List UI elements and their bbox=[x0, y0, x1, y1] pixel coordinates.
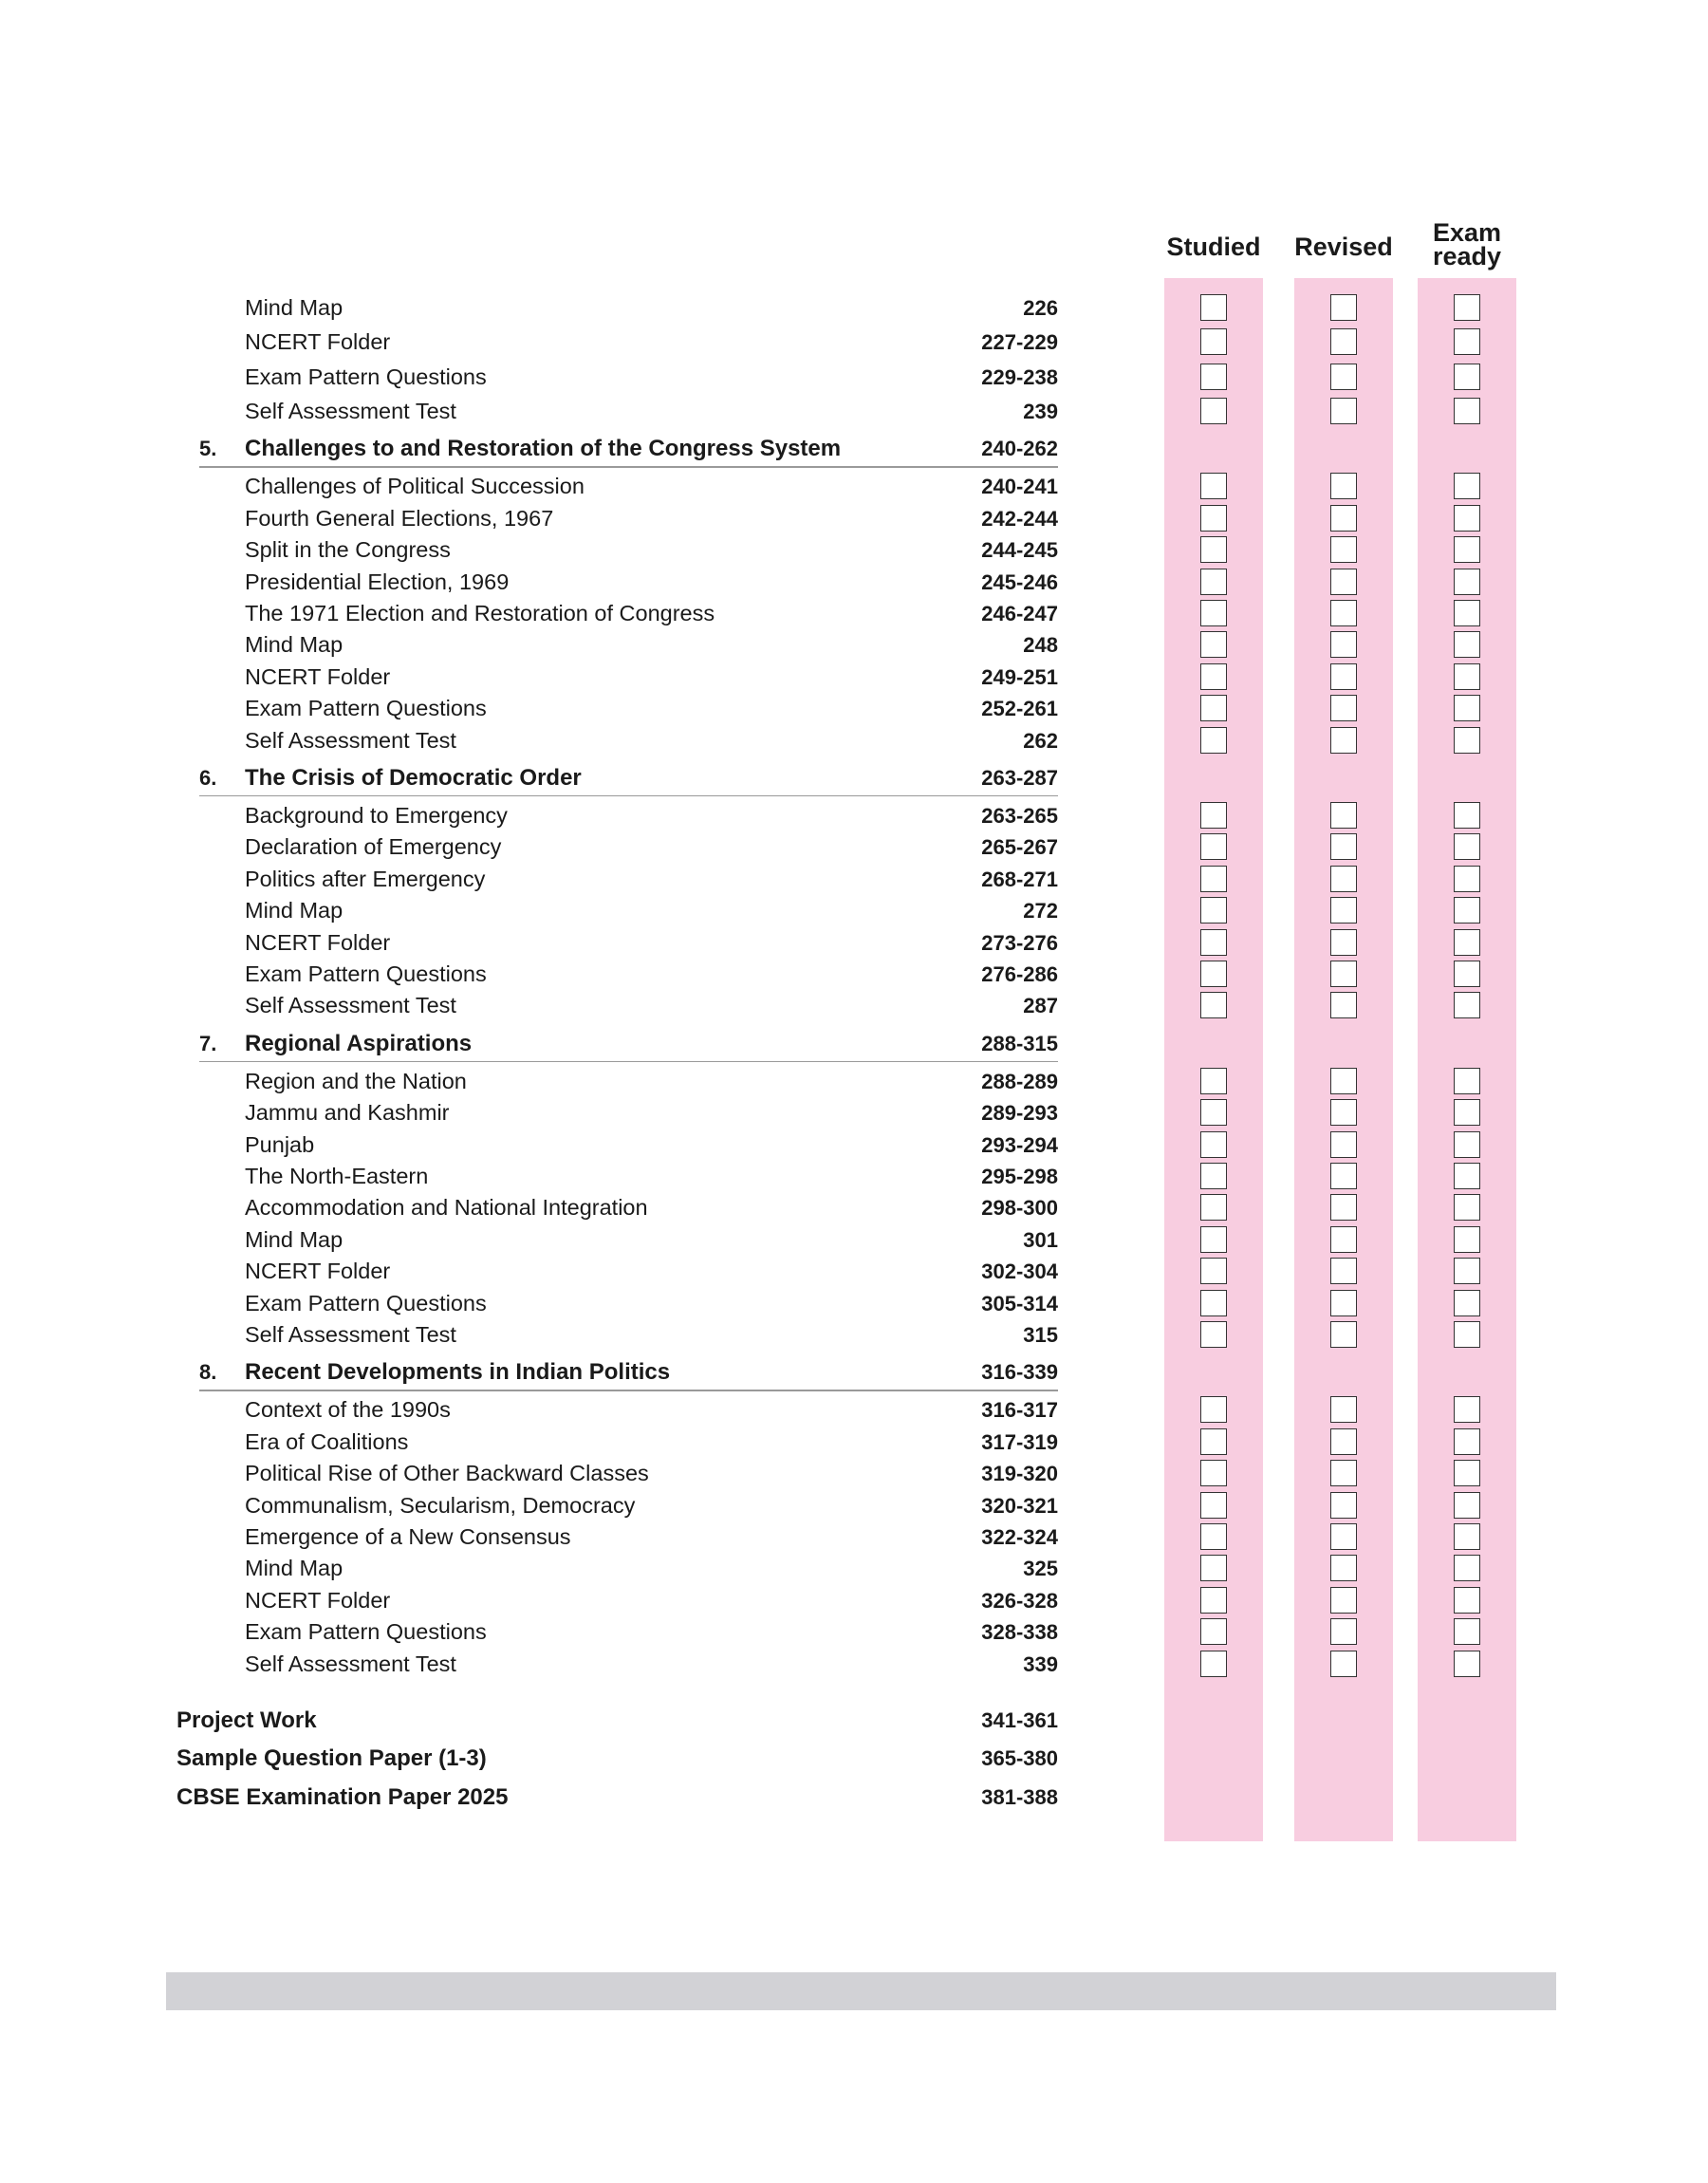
studied-checkbox[interactable] bbox=[1200, 833, 1227, 860]
entry-title: Emergence of a New Consensus bbox=[245, 1523, 571, 1549]
entry-title: Mind Map bbox=[245, 1556, 343, 1581]
entry-title: Presidential Election, 1969 bbox=[245, 569, 510, 594]
exam-ready-checkbox[interactable] bbox=[1454, 505, 1480, 532]
section-row bbox=[0, 1743, 1708, 1774]
topic-row bbox=[0, 503, 1708, 534]
chapter-number: 5. bbox=[199, 437, 217, 461]
topic-row bbox=[0, 959, 1708, 990]
entry-title: Self Assessment Test bbox=[245, 993, 456, 1018]
entry-title: Accommodation and National Integration bbox=[245, 1195, 648, 1221]
studied-column-header bbox=[1148, 235, 1279, 259]
studied-checkbox[interactable] bbox=[1200, 473, 1227, 499]
entry-title: Background to Emergency bbox=[245, 802, 508, 828]
chapter-row bbox=[0, 433, 1708, 464]
studied-checkbox[interactable] bbox=[1200, 1321, 1227, 1348]
studied-header-label: Studied bbox=[1166, 233, 1261, 261]
topic-row bbox=[0, 1256, 1708, 1287]
chapter-row bbox=[0, 1356, 1708, 1388]
exam-ready-checkbox[interactable] bbox=[1454, 1396, 1480, 1423]
revised-checkbox[interactable] bbox=[1330, 600, 1357, 626]
footer-band bbox=[166, 1972, 1556, 2010]
revised-checkbox[interactable] bbox=[1330, 1651, 1357, 1677]
section-row bbox=[0, 1782, 1708, 1813]
studied-checkbox[interactable] bbox=[1200, 929, 1227, 956]
revised-checkbox[interactable] bbox=[1330, 802, 1357, 829]
chapter-title: Regional Aspirations bbox=[245, 1030, 473, 1056]
exam-ready-checkbox[interactable] bbox=[1454, 1068, 1480, 1094]
entry-title: Exam Pattern Questions bbox=[245, 1290, 487, 1315]
exam-ready-checkbox[interactable] bbox=[1454, 473, 1480, 499]
revised-checkbox[interactable] bbox=[1330, 398, 1357, 424]
topic-row bbox=[0, 990, 1708, 1021]
studied-checkbox[interactable] bbox=[1200, 1396, 1227, 1423]
page-range: 319-320 bbox=[981, 1462, 1058, 1486]
topic-row bbox=[0, 1553, 1708, 1584]
page-range: 240-241 bbox=[981, 475, 1058, 499]
entry-title: The 1971 Election and Restoration of Congress bbox=[245, 600, 715, 625]
revised-header-label: Revised bbox=[1294, 233, 1393, 261]
page-range: 242-244 bbox=[981, 506, 1058, 531]
page-range: 262 bbox=[1023, 728, 1058, 753]
revised-checkbox[interactable] bbox=[1330, 1492, 1357, 1519]
exam-ready-checkbox[interactable] bbox=[1454, 600, 1480, 626]
exam-ready-checkbox[interactable] bbox=[1454, 1460, 1480, 1486]
topic-row bbox=[0, 1192, 1708, 1223]
revised-checkbox[interactable] bbox=[1330, 1068, 1357, 1094]
revised-checkbox[interactable] bbox=[1330, 929, 1357, 956]
revised-checkbox[interactable] bbox=[1330, 364, 1357, 390]
topic-row bbox=[0, 1097, 1708, 1129]
studied-checkbox[interactable] bbox=[1200, 1226, 1227, 1253]
topic-row bbox=[0, 831, 1708, 863]
entry-title: Exam Pattern Questions bbox=[245, 961, 487, 986]
exam-ready-checkbox[interactable] bbox=[1454, 1618, 1480, 1645]
exam-ready-checkbox[interactable] bbox=[1454, 1163, 1480, 1189]
exam-ready-checkbox[interactable] bbox=[1454, 1587, 1480, 1614]
topic-row bbox=[0, 927, 1708, 959]
page-range: 326-328 bbox=[981, 1588, 1058, 1613]
exam-ready-checkbox[interactable] bbox=[1454, 1131, 1480, 1158]
entry-title: Communalism, Secularism, Democracy bbox=[245, 1492, 636, 1518]
topic-row bbox=[0, 1066, 1708, 1097]
revised-checkbox[interactable] bbox=[1330, 897, 1357, 924]
studied-checkbox[interactable] bbox=[1200, 897, 1227, 924]
page-range: 365-380 bbox=[981, 1746, 1058, 1771]
studied-checkbox[interactable] bbox=[1200, 695, 1227, 721]
exam-ready-checkbox[interactable] bbox=[1454, 663, 1480, 690]
revised-checkbox[interactable] bbox=[1330, 961, 1357, 987]
page-range: 246-247 bbox=[981, 601, 1058, 625]
page-range: 273-276 bbox=[981, 930, 1058, 955]
page-range: 293-294 bbox=[981, 1132, 1058, 1157]
revised-checkbox[interactable] bbox=[1330, 663, 1357, 690]
topic-row bbox=[0, 693, 1708, 724]
revised-checkbox[interactable] bbox=[1330, 1587, 1357, 1614]
revised-checkbox[interactable] bbox=[1330, 1618, 1357, 1645]
exam-ready-checkbox[interactable] bbox=[1454, 631, 1480, 658]
topic-row bbox=[0, 396, 1708, 427]
entry-title: NCERT Folder bbox=[245, 1259, 391, 1284]
page-range: 287 bbox=[1023, 994, 1058, 1018]
topic-row bbox=[0, 598, 1708, 629]
topic-row bbox=[0, 1319, 1708, 1351]
revised-checkbox[interactable] bbox=[1330, 328, 1357, 355]
studied-checkbox[interactable] bbox=[1200, 1651, 1227, 1677]
studied-checkbox[interactable] bbox=[1200, 505, 1227, 532]
topic-row bbox=[0, 1490, 1708, 1521]
page-range: 320-321 bbox=[981, 1493, 1058, 1518]
entry-title: Declaration of Emergency bbox=[245, 834, 502, 860]
page-range: 288-289 bbox=[981, 1069, 1058, 1093]
revised-checkbox[interactable] bbox=[1330, 1321, 1357, 1348]
entry-title: Mind Map bbox=[245, 1226, 343, 1252]
studied-checkbox[interactable] bbox=[1200, 663, 1227, 690]
topic-row bbox=[0, 1585, 1708, 1616]
studied-checkbox[interactable] bbox=[1200, 802, 1227, 829]
exam-ready-checkbox[interactable] bbox=[1454, 364, 1480, 390]
studied-checkbox[interactable] bbox=[1200, 1555, 1227, 1581]
revised-checkbox[interactable] bbox=[1330, 1555, 1357, 1581]
chapter-title: The Crisis of Democratic Order bbox=[245, 764, 582, 791]
page-range: 249-251 bbox=[981, 664, 1058, 689]
entry-title: Politics after Emergency bbox=[245, 866, 486, 891]
revised-checkbox[interactable] bbox=[1330, 727, 1357, 754]
chapter-title: Challenges to and Restoration of the Congress System bbox=[245, 436, 842, 462]
studied-checkbox[interactable] bbox=[1200, 1460, 1227, 1486]
entry-title: Project Work bbox=[176, 1707, 317, 1733]
revised-checkbox[interactable] bbox=[1330, 1460, 1357, 1486]
page-range: 240-262 bbox=[981, 437, 1058, 461]
page-range: 295-298 bbox=[981, 1164, 1058, 1188]
page-range: 239 bbox=[1023, 399, 1058, 423]
page-range: 341-361 bbox=[981, 1707, 1058, 1732]
studied-checkbox[interactable] bbox=[1200, 1163, 1227, 1189]
studied-checkbox[interactable] bbox=[1200, 1068, 1227, 1094]
chapter-divider bbox=[199, 795, 1058, 797]
page-range: 315 bbox=[1023, 1322, 1058, 1347]
topic-row bbox=[0, 567, 1708, 598]
topic-row bbox=[0, 864, 1708, 895]
topic-row bbox=[0, 292, 1708, 324]
entry-title: Era of Coalitions bbox=[245, 1428, 409, 1454]
studied-checkbox[interactable] bbox=[1200, 1290, 1227, 1316]
chapter-number: 7. bbox=[199, 1031, 217, 1055]
page-range: 325 bbox=[1023, 1557, 1058, 1581]
revised-checkbox[interactable] bbox=[1330, 1258, 1357, 1284]
entry-title: Challenges of Political Succession bbox=[245, 474, 585, 499]
page-range: 316-317 bbox=[981, 1398, 1058, 1423]
chapter-row bbox=[0, 1028, 1708, 1059]
page-range: 302-304 bbox=[981, 1259, 1058, 1284]
entry-title: CBSE Examination Paper 2025 bbox=[176, 1783, 509, 1810]
topic-row bbox=[0, 1521, 1708, 1553]
revised-checkbox[interactable] bbox=[1330, 1131, 1357, 1158]
exam-ready-checkbox[interactable] bbox=[1454, 727, 1480, 754]
page-range: 268-271 bbox=[981, 867, 1058, 891]
revised-checkbox[interactable] bbox=[1330, 536, 1357, 563]
studied-checkbox[interactable] bbox=[1200, 328, 1227, 355]
studied-checkbox[interactable] bbox=[1200, 866, 1227, 892]
revised-checkbox[interactable] bbox=[1330, 1396, 1357, 1423]
studied-checkbox[interactable] bbox=[1200, 961, 1227, 987]
page-range: 226 bbox=[1023, 296, 1058, 320]
page-range: 339 bbox=[1023, 1651, 1058, 1676]
revised-checkbox[interactable] bbox=[1330, 833, 1357, 860]
studied-checkbox[interactable] bbox=[1200, 631, 1227, 658]
exam-ready-checkbox[interactable] bbox=[1454, 929, 1480, 956]
entry-title: Sample Question Paper (1-3) bbox=[176, 1745, 487, 1772]
page-range: 229-238 bbox=[981, 364, 1058, 389]
topic-row bbox=[0, 1458, 1708, 1489]
revised-checkbox[interactable] bbox=[1330, 1163, 1357, 1189]
entry-title: The North-Eastern bbox=[245, 1163, 429, 1188]
entry-title: Mind Map bbox=[245, 632, 343, 658]
revised-checkbox[interactable] bbox=[1330, 1226, 1357, 1253]
topic-row bbox=[0, 534, 1708, 566]
exam-ready-header-line1: Exam bbox=[1432, 218, 1502, 247]
page-range: 272 bbox=[1023, 899, 1058, 924]
exam-ready-checkbox[interactable] bbox=[1454, 294, 1480, 321]
exam-ready-checkbox[interactable] bbox=[1454, 897, 1480, 924]
studied-checkbox[interactable] bbox=[1200, 1618, 1227, 1645]
revised-checkbox[interactable] bbox=[1330, 866, 1357, 892]
topic-row bbox=[0, 327, 1708, 358]
page-range: 289-293 bbox=[981, 1101, 1058, 1126]
entry-title: Punjab bbox=[245, 1131, 315, 1157]
exam-ready-checkbox[interactable] bbox=[1454, 536, 1480, 563]
revised-checkbox[interactable] bbox=[1330, 1290, 1357, 1316]
entry-title: NCERT Folder bbox=[245, 929, 391, 955]
chapter-number: 6. bbox=[199, 765, 217, 790]
page-range: 227-229 bbox=[981, 330, 1058, 355]
topic-row bbox=[0, 1288, 1708, 1319]
revised-checkbox[interactable] bbox=[1330, 505, 1357, 532]
exam-ready-checkbox[interactable] bbox=[1454, 1321, 1480, 1348]
exam-ready-checkbox[interactable] bbox=[1454, 1226, 1480, 1253]
studied-checkbox[interactable] bbox=[1200, 398, 1227, 424]
exam-ready-checkbox[interactable] bbox=[1454, 695, 1480, 721]
studied-checkbox[interactable] bbox=[1200, 1428, 1227, 1455]
revised-checkbox[interactable] bbox=[1330, 473, 1357, 499]
entry-title: Self Assessment Test bbox=[245, 398, 456, 423]
studied-checkbox[interactable] bbox=[1200, 1492, 1227, 1519]
exam-ready-checkbox[interactable] bbox=[1454, 833, 1480, 860]
topic-row bbox=[0, 1616, 1708, 1648]
studied-checkbox[interactable] bbox=[1200, 569, 1227, 595]
revised-checkbox[interactable] bbox=[1330, 569, 1357, 595]
topic-row bbox=[0, 800, 1708, 831]
topic-row bbox=[0, 725, 1708, 756]
exam-ready-checkbox[interactable] bbox=[1454, 802, 1480, 829]
page-range: 265-267 bbox=[981, 835, 1058, 860]
page-range: 263-265 bbox=[981, 803, 1058, 828]
exam-ready-checkbox[interactable] bbox=[1454, 866, 1480, 892]
exam-ready-checkbox[interactable] bbox=[1454, 961, 1480, 987]
entry-title: Fourth General Elections, 1967 bbox=[245, 505, 554, 531]
page-range: 248 bbox=[1023, 633, 1058, 658]
revised-checkbox[interactable] bbox=[1330, 992, 1357, 1018]
chapter-number: 8. bbox=[199, 1360, 217, 1385]
studied-checkbox[interactable] bbox=[1200, 364, 1227, 390]
topic-row bbox=[0, 471, 1708, 502]
studied-checkbox[interactable] bbox=[1200, 727, 1227, 754]
page-range: 276-286 bbox=[981, 961, 1058, 986]
page-range: 298-300 bbox=[981, 1196, 1058, 1221]
entry-title: NCERT Folder bbox=[245, 1587, 391, 1613]
exam-ready-checkbox[interactable] bbox=[1454, 1492, 1480, 1519]
page-range: 263-287 bbox=[981, 765, 1058, 790]
studied-checkbox[interactable] bbox=[1200, 1194, 1227, 1221]
topic-row bbox=[0, 1129, 1708, 1161]
entry-title: NCERT Folder bbox=[245, 663, 391, 689]
studied-checkbox[interactable] bbox=[1200, 1099, 1227, 1126]
page-range: 316-339 bbox=[981, 1360, 1058, 1385]
exam-ready-checkbox[interactable] bbox=[1454, 1428, 1480, 1455]
topic-row bbox=[0, 662, 1708, 693]
exam-ready-checkbox[interactable] bbox=[1454, 328, 1480, 355]
revised-checkbox[interactable] bbox=[1330, 1099, 1357, 1126]
studied-checkbox[interactable] bbox=[1200, 1258, 1227, 1284]
revised-checkbox[interactable] bbox=[1330, 631, 1357, 658]
exam-ready-checkbox[interactable] bbox=[1454, 1555, 1480, 1581]
entry-title: NCERT Folder bbox=[245, 329, 391, 355]
exam-ready-checkbox[interactable] bbox=[1454, 1651, 1480, 1677]
entry-title: Exam Pattern Questions bbox=[245, 1619, 487, 1645]
topic-row bbox=[0, 1394, 1708, 1426]
revised-checkbox[interactable] bbox=[1330, 1523, 1357, 1550]
chapter-title: Recent Developments in Indian Politics bbox=[245, 1359, 671, 1386]
section-row bbox=[0, 1705, 1708, 1736]
topic-row bbox=[0, 1161, 1708, 1192]
entry-title: Context of the 1990s bbox=[245, 1397, 451, 1423]
studied-checkbox[interactable] bbox=[1200, 1131, 1227, 1158]
entry-title: Exam Pattern Questions bbox=[245, 696, 487, 721]
entry-title: Political Rise of Other Backward Classes bbox=[245, 1461, 649, 1486]
entry-title: Jammu and Kashmir bbox=[245, 1100, 450, 1126]
exam-ready-checkbox[interactable] bbox=[1454, 398, 1480, 424]
revised-checkbox[interactable] bbox=[1330, 1194, 1357, 1221]
revised-checkbox[interactable] bbox=[1330, 1428, 1357, 1455]
entry-title: Split in the Congress bbox=[245, 537, 451, 563]
entry-title: Exam Pattern Questions bbox=[245, 364, 487, 389]
page-range: 381-388 bbox=[981, 1784, 1058, 1809]
entry-title: Self Assessment Test bbox=[245, 1321, 456, 1347]
studied-checkbox[interactable] bbox=[1200, 600, 1227, 626]
topic-row bbox=[0, 1427, 1708, 1458]
topic-row bbox=[0, 1224, 1708, 1256]
studied-checkbox[interactable] bbox=[1200, 536, 1227, 563]
exam-ready-checkbox[interactable] bbox=[1454, 992, 1480, 1018]
page-range: 301 bbox=[1023, 1227, 1058, 1252]
chapter-row bbox=[0, 762, 1708, 793]
chapter-divider bbox=[199, 1061, 1058, 1063]
page-range: 317-319 bbox=[981, 1429, 1058, 1454]
studied-checkbox[interactable] bbox=[1200, 1523, 1227, 1550]
entry-title: Mind Map bbox=[245, 898, 343, 924]
exam-ready-checkbox[interactable] bbox=[1454, 1290, 1480, 1316]
entry-title: Self Assessment Test bbox=[245, 727, 456, 753]
topic-row bbox=[0, 629, 1708, 661]
exam-ready-checkbox[interactable] bbox=[1454, 1099, 1480, 1126]
chapter-divider bbox=[199, 466, 1058, 468]
page-range: 322-324 bbox=[981, 1524, 1058, 1549]
page-range: 252-261 bbox=[981, 697, 1058, 721]
page-range: 288-315 bbox=[981, 1031, 1058, 1055]
page-range: 305-314 bbox=[981, 1291, 1058, 1315]
exam-ready-header-line2: ready bbox=[1432, 242, 1502, 271]
revised-checkbox[interactable] bbox=[1330, 695, 1357, 721]
revised-checkbox[interactable] bbox=[1330, 294, 1357, 321]
studied-checkbox[interactable] bbox=[1200, 294, 1227, 321]
page-range: 244-245 bbox=[981, 538, 1058, 563]
page-range: 328-338 bbox=[981, 1620, 1058, 1645]
page-range: 245-246 bbox=[981, 569, 1058, 594]
exam-ready-column-header bbox=[1402, 218, 1532, 271]
exam-ready-checkbox[interactable] bbox=[1454, 1258, 1480, 1284]
exam-ready-checkbox[interactable] bbox=[1454, 1194, 1480, 1221]
topic-row bbox=[0, 362, 1708, 393]
entry-title: Self Assessment Test bbox=[245, 1651, 456, 1676]
revised-column-header bbox=[1278, 235, 1409, 259]
exam-ready-checkbox[interactable] bbox=[1454, 569, 1480, 595]
studied-checkbox[interactable] bbox=[1200, 992, 1227, 1018]
studied-checkbox[interactable] bbox=[1200, 1587, 1227, 1614]
topic-row bbox=[0, 1649, 1708, 1680]
topic-row bbox=[0, 895, 1708, 926]
exam-ready-checkbox[interactable] bbox=[1454, 1523, 1480, 1550]
chapter-divider bbox=[199, 1390, 1058, 1391]
entry-title: Region and the Nation bbox=[245, 1068, 467, 1093]
entry-title: Mind Map bbox=[245, 295, 343, 320]
